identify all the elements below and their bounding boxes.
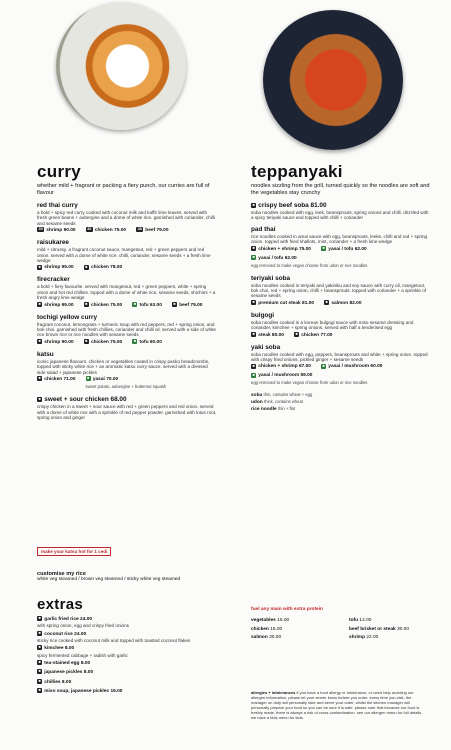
menu-item[interactable] — [37, 396, 217, 420]
dish-description: a bold + fiery favourite. served with mangetout, red + green peppers, white + spring onion and hot red chillies. topped with a dome of white rice, sesame seeds, shichimi + a fresh angry lime wedge — [37, 284, 216, 301]
dish-description: mild + citrussy. a fragrant coconut sauce, mangetout, red + green peppers and red onion. served with a dome of white rice. chilli, coriander, sesame seeds + a fresh lime wedge — [37, 247, 211, 264]
allergy-notice — [251, 690, 423, 720]
yasai-note: sweet potato, aubergine + butternut squash — [85, 384, 167, 390]
dish-description: soba noodles cooked with egg, leek, beansprouts, spring onions and chilli. drizzled with a spicy teriyaki sauce and topped with chilli + coriander — [251, 210, 429, 221]
price-option[interactable]: ■ salmon 82.00 — [325, 300, 362, 306]
price-row — [37, 264, 217, 271]
noodle-types — [251, 392, 431, 413]
extra-item[interactable]: ■ japanese pickles 8.00 — [38, 669, 94, 676]
teppanyaki-dish-photo — [263, 10, 403, 150]
protein-option[interactable]: shrimp 22.00 — [349, 635, 379, 640]
extra-item[interactable]: ■ coconut rice 24.00 sticky rice cooked with coconut milk and topped with toasted coconut flakes — [37, 630, 191, 643]
price-option[interactable]: 40 chicken 75.00 — [87, 227, 127, 234]
price-option[interactable]: ■ shrimp 90.00 — [38, 339, 74, 345]
price-option[interactable]: ■ chicken + shrimp 67.00 — [252, 363, 311, 370]
price-row — [251, 332, 431, 339]
price-row — [251, 246, 431, 270]
menu-item[interactable] — [37, 351, 217, 391]
dish-description: rice noodles cooked in amai sauce with egg, beansprouts, leeks, chilli and red + spring onion. topped with fried shallots, mint, coriander + a fresh lime wedge — [251, 233, 428, 245]
dish-description: iconic japanese flavours. chicken or vegetables coated in crispy panko breadcrumbs, topped with sticky white rice + an aromatic katsu curry sauce. served with a dressed side salad + japanese pickles — [37, 358, 210, 375]
price-option[interactable]: ■ tofu 60.00 — [133, 339, 162, 345]
curry-dish-photo — [56, 2, 186, 130]
dish-name: katsu — [37, 350, 54, 358]
menu-item[interactable] — [251, 275, 431, 307]
dish-name: raisukaree — [37, 239, 69, 247]
noodle-type: soba thin, contains wheat + egg — [251, 392, 313, 399]
menu-item[interactable] — [37, 202, 217, 234]
dish-name: yaki soba — [251, 343, 281, 351]
price-option[interactable]: ■ chicken 71.00 — [38, 376, 76, 383]
vegan-note: egg removed to make vegan choose from udon or rice noodles — [251, 262, 368, 268]
price-option[interactable]: ■ yasai / tofu 62.00 — [322, 245, 367, 252]
price-option[interactable]: ■ chicken 75.00 — [85, 301, 123, 308]
price-option[interactable]: ■ chicken 78.00 — [85, 264, 123, 271]
menu-item[interactable] — [37, 276, 217, 308]
extra-protein-section — [251, 607, 441, 642]
extras-section — [37, 596, 227, 695]
price-row — [37, 339, 217, 346]
teppanyaki-section — [251, 163, 431, 418]
protein-title: fuel any main with extra protein — [251, 607, 323, 612]
dish-description: soba noodles cooked in teriyaki and yakiniku and soy sauce with curry oil, mangetout, bok choi, red + spring onion, chilli + beansprouts. topped with coriander + a sprinkle of sesame seeds — [251, 282, 427, 299]
dish-name: bulgogi — [251, 311, 275, 319]
dish-name: pad thai — [251, 225, 276, 233]
price-option[interactable]: ■ yasai / mushroom 59.00 egg removed to make vegan choose from udon or rice noodles — [251, 372, 368, 386]
section-title-teppanyaki: teppanyaki — [251, 162, 343, 181]
price-option[interactable]: ■ yasai 70.00 sweet potato, aubergine + butternut squash — [85, 376, 167, 390]
price-row — [37, 302, 217, 309]
dish-description: soba noodles cooked with egg, peppers, beansprouts and white + spring onion. topped with crispy fried onions, pickled ginger + sesame seeds — [251, 351, 428, 363]
katsu-hot-badge[interactable]: make your katsu hot for 1 cedi — [37, 547, 111, 556]
protein-option[interactable]: chicken 15.00 — [251, 626, 283, 632]
price-option[interactable]: ■ beef 75.00 — [173, 301, 203, 308]
price-row — [37, 376, 217, 391]
price-option[interactable]: ■ shrimp 95.00 — [38, 264, 74, 271]
price-option[interactable]: ■ premium cut steak 81.00 — [252, 300, 315, 306]
menu-item[interactable] — [251, 312, 431, 339]
menu-item[interactable] — [251, 344, 431, 388]
menu-item[interactable] — [37, 314, 217, 346]
price-option[interactable]: ■ yasai / tofu 62.00 egg removed to make vegan choose from udon or rice noodles — [251, 254, 368, 268]
extra-item[interactable]: ■ garlic fried rice 24.00 with spring onion, egg and crispy fried onions — [37, 616, 129, 629]
section-title-curry: curry — [37, 162, 82, 181]
section-title-extras: extras — [37, 596, 84, 613]
rice-title: customise my rice — [37, 571, 86, 577]
extra-item[interactable]: ■ chillies 8.00 — [38, 678, 72, 685]
vegan-note: egg removed to make vegan choose from udon or rice noodles — [251, 380, 368, 386]
extra-item[interactable]: ■ kimchee 8.00 spicy fermented cabbage + radish with garlic — [37, 645, 128, 658]
price-row — [37, 227, 217, 234]
price-option[interactable]: ■ chicken 75.00 — [85, 339, 123, 345]
price-option[interactable]: ■ shrimp 95.00 — [38, 301, 74, 308]
dish-name: firecracker — [37, 276, 70, 284]
protein-option[interactable]: beef brisket or steak 30.00 — [349, 626, 410, 632]
dish-name: tochigi yellow curry — [37, 313, 98, 321]
dish-name: ■ sweet + sour chicken 68.00 — [38, 396, 127, 404]
dish-description: soba noodles cooked in a korean bulgogi sauce with miso sesame dressing and coriander, kimchee + spring onions. served with half a tenderised egg — [251, 319, 414, 331]
price-option[interactable]: 39 shrimp 90.00 — [38, 227, 76, 234]
allergy-title: allergies + intolerances — [251, 690, 296, 695]
allergy-text: if you have a food allergy or intolerance, or need help avoiding our allergen information, please let your server know before you order. every time you visit, the manager on duty will personally take and serve your order, whilst the kitchen manager will personally prepare your food so you can be sure it is safe. please note that because our food is freshly made, there is always a risk of cross-contamination. see our allergen menu for full details. we have a kids menu for kids. — [251, 690, 423, 720]
protein-option[interactable]: salmon 30.00 — [251, 635, 282, 640]
dish-description: a bold + spicy red curry cooked with coconut milk and kaffir lime leaves. served with fresh green beans + aubergine and a dome of white rice. garnished with coriander, chilli and sesame seeds — [37, 210, 215, 226]
rice-options[interactable]: white veg steamed / brown veg steamed / sticky white veg steamed — [37, 577, 181, 582]
price-row — [251, 363, 431, 387]
teppanyaki-intro: noodles sizzling from the grill, turned quickly so the noodles are soft and the vegetables stay crunchy — [251, 183, 430, 196]
extra-item[interactable]: ■ tea-stained egg 8.00 — [38, 660, 91, 666]
price-option[interactable]: ■ yasai / mushroom 60.00 — [322, 363, 383, 370]
price-option[interactable]: ■ steak 80.00 — [252, 331, 284, 338]
price-option[interactable]: ■ tofu 63.00 — [133, 301, 162, 308]
dish-description: fragrant coconut, lemongrass + turmeric soup with red peppers, red + spring onion, and bok choi. garnished with fresh chillies, coriander and chilli oil. served with a side of white rice brown rice or rice noodles with sesame seeds — [37, 321, 216, 338]
protein-option[interactable]: vegetables 15.00 — [251, 618, 290, 623]
curry-intro: whether mild + fragrant or packing a fiery punch, our curries are full of flavour — [37, 183, 210, 196]
dish-name: teriyaki soba — [251, 274, 291, 282]
dish-name: red thai curry — [37, 202, 78, 209]
noodle-type: rice noodle thin + flat — [251, 406, 296, 413]
price-row — [251, 300, 431, 307]
menu-item[interactable] — [37, 239, 217, 271]
noodle-type: udon thick, contains wheat — [251, 399, 303, 406]
dish-description: crispy chicken in a sweet + sour sauce with red + green peppers and red onion. served with a dome of white rice with a sprinkle of red pepper powder. garnished with lotus root, spring onion and ginger — [37, 404, 217, 420]
curry-section — [37, 163, 217, 425]
price-option[interactable]: ■ chicken + shrimp 75.00 — [252, 245, 311, 252]
dish-name: ■ crispy beef soba 81.00 — [252, 202, 327, 209]
extra-item[interactable]: ■ miso soup, japanese pickles 15.00 — [38, 687, 123, 694]
price-option[interactable]: ■ chicken 77.00 — [295, 331, 333, 338]
menu-item[interactable] — [251, 226, 431, 270]
customise-rice — [37, 571, 227, 582]
menu-item[interactable] — [251, 202, 431, 221]
protein-option[interactable]: tofu 12.00 — [349, 618, 372, 623]
price-option[interactable]: 38 beef 79.00 — [137, 227, 169, 234]
